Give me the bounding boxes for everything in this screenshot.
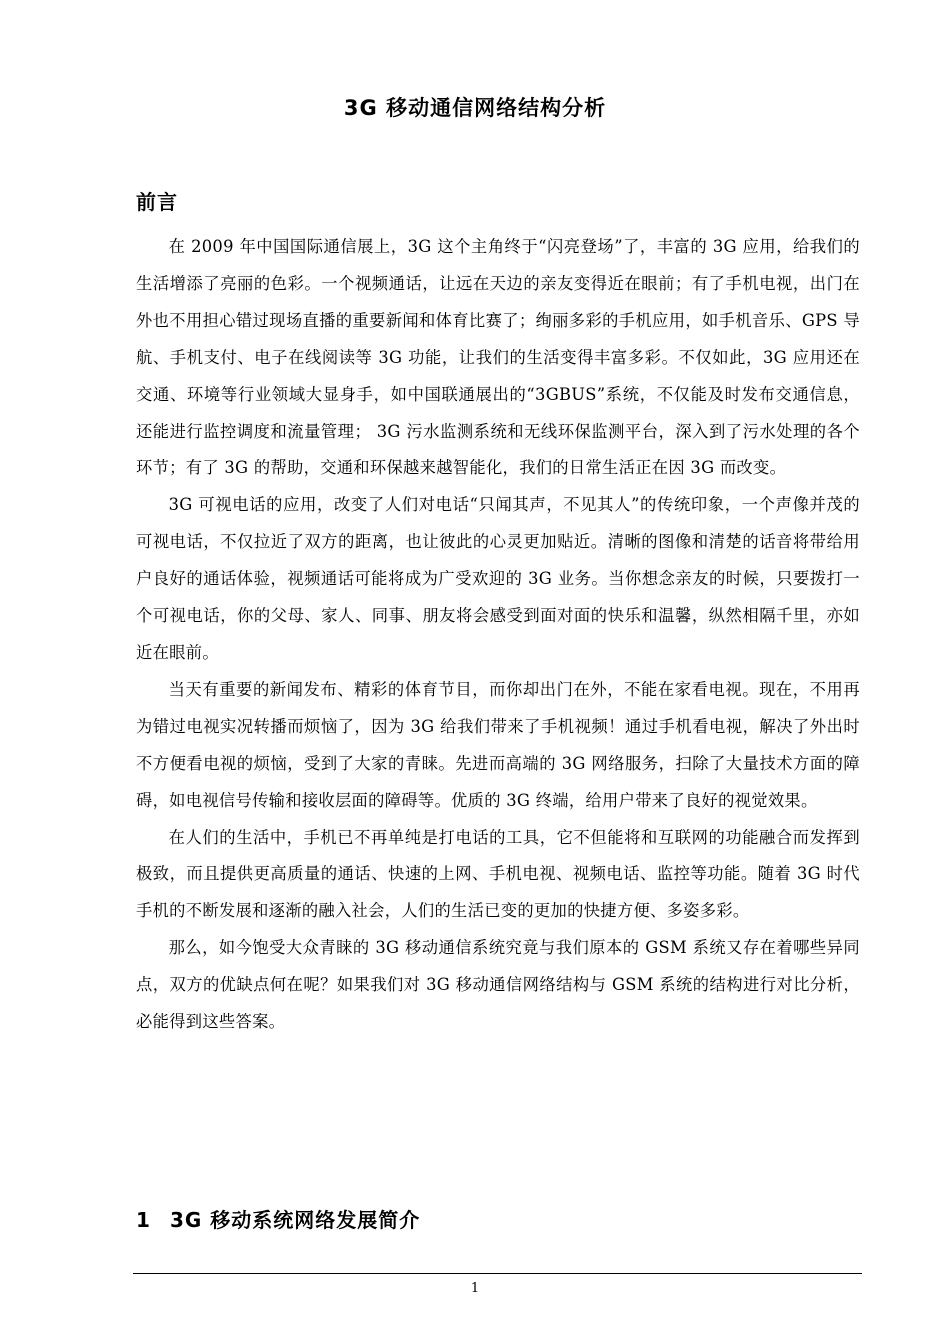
section-1-heading [136, 1204, 420, 1233]
paragraph-2: 3G 可视电话的应用，改变了人们对电话“只闻其声，不见其人”的传统印象，一个声像并茂的可视电话，不仅拉近了双方的距离，也让彼此的心灵更加贴近。清晰的图像和清楚的话音将带给用户良好的通话体验，视频通话可能将成为广受欢迎的 3G 业务。当你想念亲友的时候，只要拨打一个可视电话，你的父母、家人、同事、朋友将会感受到面对面的快乐和温馨，纵然相隔千里，亦如近在眼前。 [136, 495, 860, 662]
footer-divider [133, 1273, 862, 1274]
paragraph-3: 当天有重要的新闻发布、精彩的体育节目，而你却出门在外，不能在家看电视。现在，不用再为错过电视实况转播而烦恼了，因为 3G 给我们带来了手机视频！通过手机看电视，解决了外出时不方便看电视的烦恼，受到了大家的青睐。先进而高端的 3G 网络服务，扫除了大量技术方面的障碍，如电视信号传输和接收层面的障碍等。优质的 3G 终端，给用户带来了良好的视觉效果。 [136, 679, 860, 810]
paragraph-1: 在 2009 年中国国际通信展上，3G 这个主角终于“闪亮登场”了，丰富的 3G 应用，给我们的生活增添了亮丽的色彩。一个视频通话，让远在天边的亲友变得近在眼前；有了手机电视，出门在外也不用担心错过现场直播的重要新闻和体育比赛了；绚丽多彩的手机应用，如手机音乐、GPS 导航、手机支付、电子在线阅读等 3G 功能，让我们的生活变得丰富多彩。不仅如此，3G 应用还在交通、环境等行业领域大显身手，如中国联通展出的“3GBUS”系统，不仅能及时发布交通信息，还能进行监控调度和流量管理； 3G 污水监测系统和无线环保监测平台，深入到了污水处理的各个环节；有了 3G 的帮助，交通和环保越来越智能化，我们的日常生活正在因 3G 而改变。 [136, 237, 860, 478]
body-text [136, 229, 860, 1041]
paragraph-4: 在人们的生活中，手机已不再单纯是打电话的工具，它不但能将和互联网的功能融合而发挥到极致，而且提供更高质量的通话、快速的上网、手机电视、视频电话、监控等功能。随着 3G 时代手机的不断发展和逐渐的融入社会，人们的生活已变的更加的快捷方便、多姿多彩。 [136, 827, 860, 921]
section-1-number: 1 [136, 1208, 151, 1232]
document-title: 3G 移动通信网络结构分析 [343, 96, 607, 120]
page-number: 1 [470, 1281, 480, 1296]
preface-heading: 前言 [136, 190, 178, 214]
paragraph-5: 那么，如今饱受大众青睐的 3G 移动通信系统究竟与我们原本的 GSM 系统又存在着哪些异同点，双方的优缺点何在呢？如果我们对 3G 移动通信网络结构与 GSM 系统的结构进行对比分析，必能得到这些答案。 [136, 938, 860, 1032]
section-1-title: 3G 移动系统网络发展简介 [170, 1208, 421, 1232]
